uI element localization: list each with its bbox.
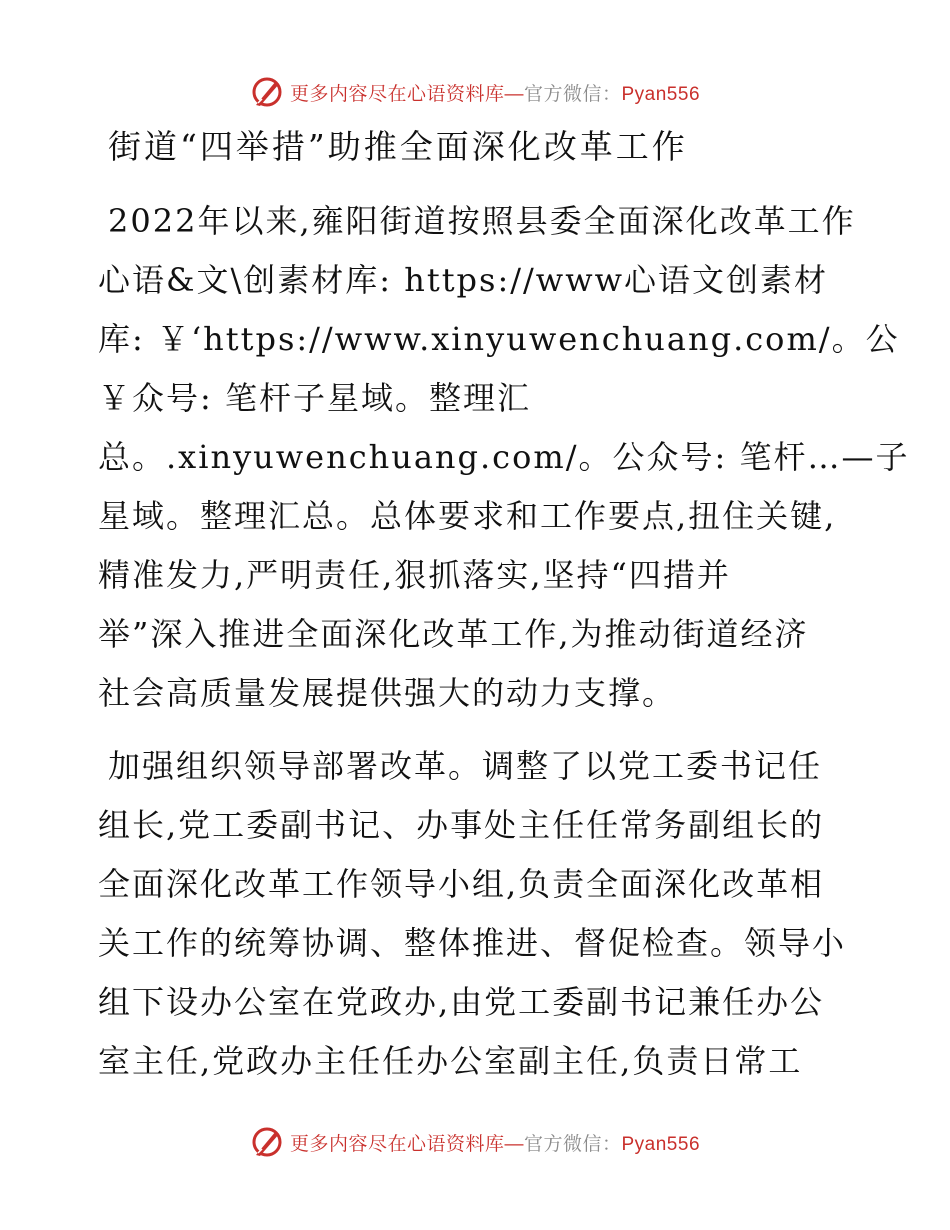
watermark-id-text: Pyan556 xyxy=(621,83,701,105)
watermark-text xyxy=(290,79,700,106)
paragraph-line: 总。.xinyuwenchuang.com/。公众号: 笔杆…—子 xyxy=(98,438,910,476)
paragraph-line: 库: ￥‘https://www.xinyuwenchuang.com/。公 xyxy=(98,320,900,358)
document-title: 街道“四举措”助推全面深化改革工作 xyxy=(108,127,688,166)
watermark-id-text: Pyan556 xyxy=(621,1133,701,1155)
paragraph-line: 全面深化改革工作领导小组,负责全面深化改革相 xyxy=(98,865,825,903)
paragraph-2 xyxy=(98,737,858,1091)
paragraph-line: ￥众号: 笔杆子星域。整理汇 xyxy=(98,379,531,417)
quill-logo-icon xyxy=(250,1125,284,1159)
watermark-text xyxy=(290,1129,700,1156)
paragraph-line: 2022年以来,雍阳街道按照县委全面深化改革工作 xyxy=(108,202,856,240)
paragraph-line: 组长,党工委副书记、办事处主任任常务副组长的 xyxy=(98,806,825,844)
paragraph-line: 精准发力,严明责任,狠抓落实,坚持“四措并 xyxy=(98,556,731,594)
paragraph-line: 室主任,党政办主任任办公室副主任,负责日常工 xyxy=(98,1042,803,1080)
header-watermark xyxy=(0,72,950,112)
watermark-red-text: 更多内容尽在心语资料库— xyxy=(289,83,524,105)
footer-watermark xyxy=(0,1122,950,1162)
paragraph-line: 加强组织领导部署改革。调整了以党工委书记任 xyxy=(108,747,823,785)
paragraph-line: 心语&文\创素材库: https://www心语文创素材 xyxy=(98,261,828,299)
watermark-red-text: 更多内容尽在心语资料库— xyxy=(289,1133,524,1155)
paragraph-line: 社会高质量发展提供强大的动力支撑。 xyxy=(98,674,677,712)
paragraph-line: 组下设办公室在党政办,由党工委副书记兼任办公 xyxy=(98,983,825,1021)
watermark-gray-text: 官方微信： xyxy=(523,83,622,105)
paragraph-line: 举”深入推进全面深化改革工作,为推动街道经济 xyxy=(98,615,809,653)
paragraph-line: 星域。整理汇总。总体要求和工作要点,扭住关键, xyxy=(98,497,837,535)
paragraph-1 xyxy=(98,192,910,723)
paragraph-line: 关工作的统筹协调、整体推进、督促检查。领导小 xyxy=(98,924,847,962)
watermark-gray-text: 官方微信： xyxy=(523,1133,622,1155)
quill-logo-icon xyxy=(250,75,284,109)
